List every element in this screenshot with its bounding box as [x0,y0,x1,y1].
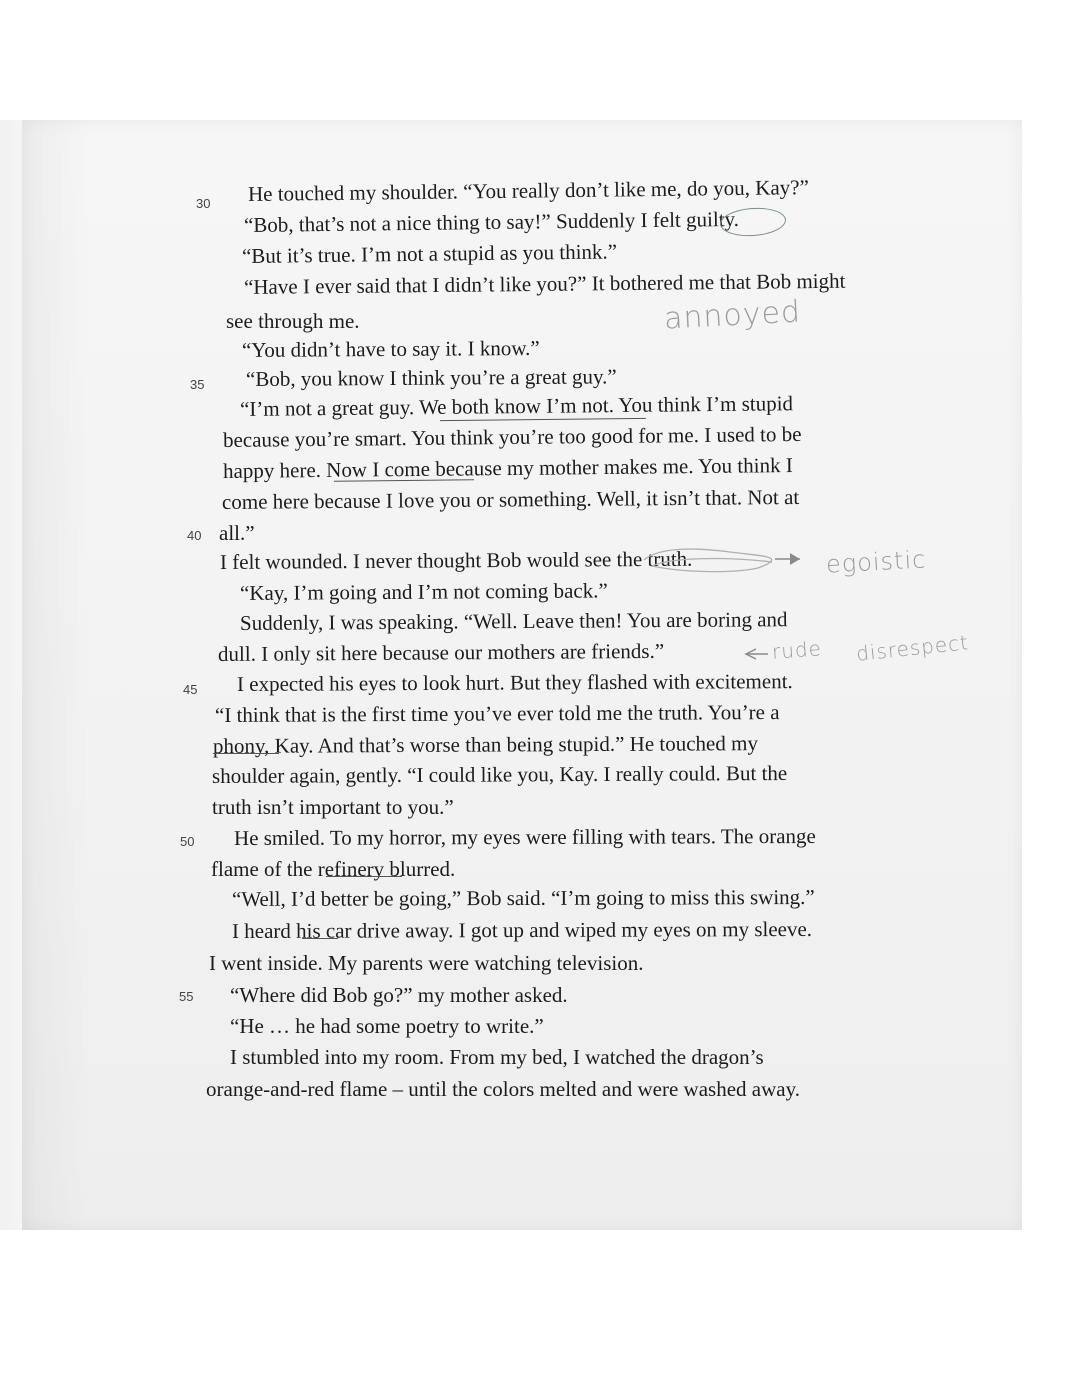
text-line: I expected his eyes to look hurt. But they flashed with excitement. [236,669,793,696]
rude-arrow-mark [744,646,770,662]
text-line: truth isn’t important to you.” [212,795,454,819]
text-line: orange-and-red flame – until the colors melted and were washed away. [206,1077,800,1101]
line-number-35: 35 [190,377,205,392]
paper-edge-shadow [0,120,90,1230]
text-line: “Bob, that’s not a nice thing to say!” Suddenly I felt guilty. [243,206,740,237]
annotation-rude: rude [771,636,823,664]
underline-mark [213,753,279,754]
text-line: come here because I love you or something. Well, it isn’t that. Not at [221,484,800,514]
text-line: happy here. Now I come because my mother makes me. You think I [222,453,793,483]
text-line: “Where did Bob go?” my mother asked. [230,983,568,1007]
text-line: “Kay, I’m going and I’m not coming back.” [239,578,608,605]
text-line: phony, Kay. And that’s worse than being stupid.” He touched my [212,731,758,758]
text-line: because you’re smart. You think you’re too good for me. I used to be [222,421,802,452]
text-line: “You didn’t have to say it. I know.” [241,335,540,362]
text-line: “I think that is the first time you’ve ever told me the truth. You’re a [214,700,780,727]
underline-mark [302,938,338,939]
text-line: He touched my shoulder. “You really don’t like me, do you, Kay?” [247,175,809,206]
text-line: I heard his car drive away. I got up and wiped my eyes on my sleeve. [231,916,813,943]
text-line: I felt wounded. I never thought Bob would see the truth. [219,546,693,574]
text-line: all.” [219,521,255,545]
line-number-40: 40 [187,528,202,543]
text-line: shoulder again, gently. “I could like you, Kay. I really could. But the [211,760,788,788]
text-line: see through me. [226,309,360,333]
annotation-annoyed: annoyed [663,294,802,337]
text-line: “Bob, you know I think you’re a great guy.” [245,364,617,391]
text-line: He smiled. To my horror, my eyes were filling with tears. The orange [233,823,816,850]
text-line: Suddenly, I was speaking. “Well. Leave then! You are boring and [239,607,788,635]
text-line: “But it’s true. I’m not a stupid as you think.” [241,239,618,268]
truth-scribble-mark [640,542,800,576]
text-line: “He … he had some poetry to write.” [230,1014,544,1038]
line-number-55: 55 [179,989,194,1004]
text-line: I went inside. My parents were watching television. [209,951,644,975]
text-line: I stumbled into my room. From my bed, I watched the dragon’s [230,1045,764,1069]
line-number-50: 50 [180,834,195,849]
line-number-45: 45 [183,682,198,697]
annotation-disrespect: disrespect [855,630,970,666]
annotation-egoistic: egoistic [825,545,927,579]
text-line: “Well, I’d better be going,” Bob said. “I’m going to miss this swing.” [231,884,815,911]
text-line: dull. I only sit here because our mothers are friends.” [217,638,665,666]
line-number-30: 30 [196,196,211,211]
text-line: “I’m not a great guy. We both know I’m not. You think I’m stupid [239,391,794,421]
text-line: “Have I ever said that I didn’t like you?” It bothered me that Bob might [243,268,846,299]
underline-mark [326,876,402,877]
text-line: flame of the refinery blurred. [211,857,456,881]
